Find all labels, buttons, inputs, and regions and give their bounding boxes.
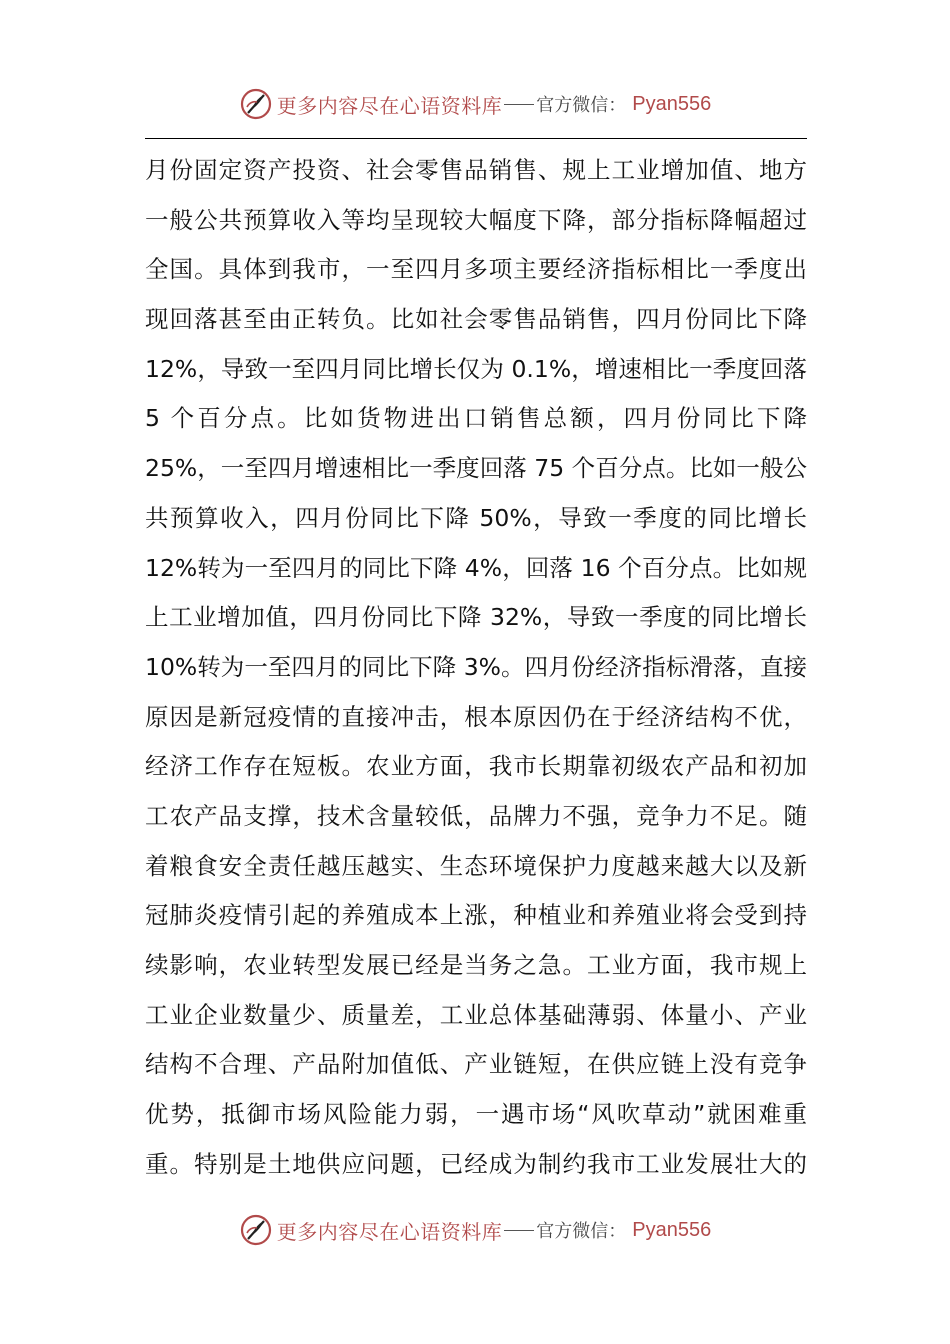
official-label: 官方微信: [536, 1221, 609, 1242]
document-body: [145, 146, 807, 1189]
quill-logo-icon: [239, 1213, 273, 1247]
divider-dash: [504, 1230, 534, 1231]
brand-text: 更多内容尽在心语资料库: [276, 1219, 503, 1244]
body-line: 共预算收入，四月份同比下降 50%，导致一季度的同比增长: [145, 503, 807, 532]
body-line: 月份固定资产投资、社会零售品销售、规上工业增加值、地方: [145, 156, 807, 184]
body-line: 工农产品支撑，技术含量较低，品牌力不强，竞争力不足。随: [145, 801, 807, 830]
body-line: 优势，抵御市场风险能力弱，一遇市场“风吹草动”就困难重: [145, 1100, 807, 1129]
body-line: 原因是新冠疫情的直接冲击，根本原因仍在于经济结构不优，: [145, 702, 807, 731]
body-line: 全国。具体到我市，一至四月多项主要经济指标相比一季度出: [145, 255, 807, 284]
body-line: 工业企业数量少、质量差，工业总体基础薄弱、体量小、产业: [145, 1000, 807, 1029]
body-line: 结构不合理、产品附加值低、产业链短，在供应链上没有竞争: [145, 1050, 807, 1079]
body-line: 重。特别是土地供应问题，已经成为制约我市工业发展壮大的: [145, 1149, 807, 1178]
wechat-id: Pyan556: [632, 1218, 712, 1241]
body-line: 现回落甚至由正转负。比如社会零售品销售，四月份同比下降: [145, 305, 807, 334]
divider-dash: [504, 104, 534, 105]
body-line: 12%转为一至四月的同比下降 4%，回落 16 个百分点。比如规: [145, 553, 807, 582]
body-line: 续影响，农业转型发展已经是当务之急。工业方面，我市规上: [145, 951, 807, 979]
header-rule: [145, 138, 807, 139]
body-line: 冠肺炎疫情引起的养殖成本上涨，种植业和养殖业将会受到持: [145, 901, 807, 930]
body-line: 10%转为一至四月的同比下降 3%。四月份经济指标滑落，直接: [145, 652, 807, 681]
header-banner: [0, 84, 950, 124]
footer-banner: [0, 1210, 950, 1250]
body-line: 着粮食安全责任越压越实、生态环境保护力度越来越大以及新: [145, 851, 807, 880]
label-colon: ：: [608, 95, 627, 116]
label-colon: ：: [608, 1221, 627, 1242]
body-line: 12%，导致一至四月同比增长仅为 0.1%，增速相比一季度回落: [145, 354, 807, 383]
body-line: 上工业增加值，四月份同比下降 32%，导致一季度的同比增长: [145, 603, 807, 632]
body-line: 25%，一至四月增速相比一季度回落 75 个百分点。比如一般公: [145, 454, 807, 483]
brand-text: 更多内容尽在心语资料库: [276, 93, 503, 118]
quill-logo-icon: [239, 87, 273, 121]
body-line: 经济工作存在短板。农业方面，我市长期靠初级农产品和初加: [145, 752, 807, 781]
wechat-id: Pyan556: [632, 92, 712, 115]
official-label: 官方微信: [536, 95, 609, 116]
body-line: 5 个百分点。比如货物进出口销售总额，四月份同比下降: [145, 404, 807, 433]
body-line: 一般公共预算收入等均呈现较大幅度下降，部分指标降幅超过: [145, 205, 807, 234]
